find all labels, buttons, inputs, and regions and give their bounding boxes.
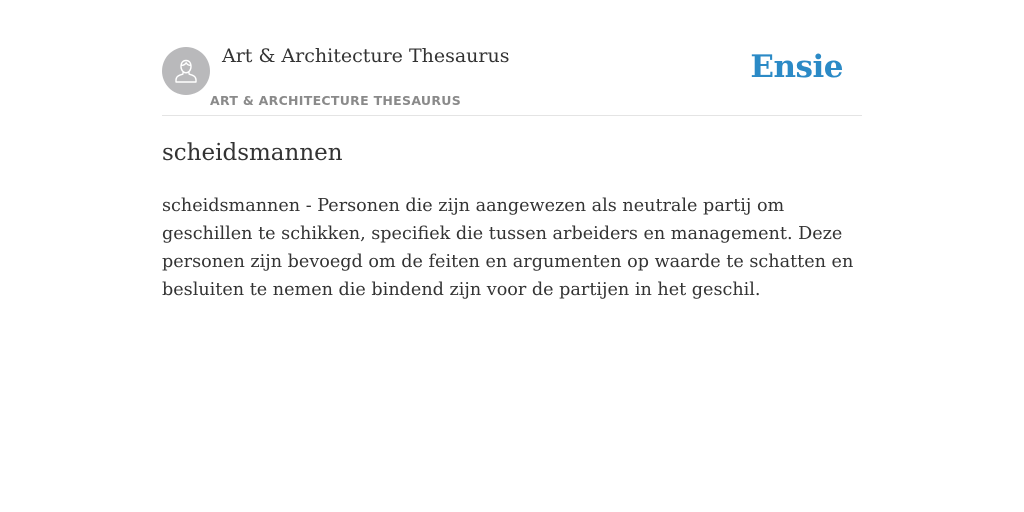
ensie-logo[interactable]: Ensie [750,49,843,85]
entry-definition: scheidsmannen - Personen die zijn aangewezen als neutrale partij om geschillen te schikken, specifiek die tussen arbeiders en management. Deze personen zijn bevoegd om de feiten en argumenten op waarde te schatten en besluiten te nemen die bindend zijn voor de partijen in het geschil. [162,196,854,300]
content-container [162,0,862,300]
author-name[interactable]: Art & Architecture Thesaurus [222,45,510,67]
user-icon [171,56,201,86]
entry-title: scheidsmannen [162,140,343,166]
entry-header [162,0,862,116]
category-label[interactable]: ART & ARCHITECTURE THESAURUS [210,93,462,108]
avatar[interactable] [162,47,210,95]
